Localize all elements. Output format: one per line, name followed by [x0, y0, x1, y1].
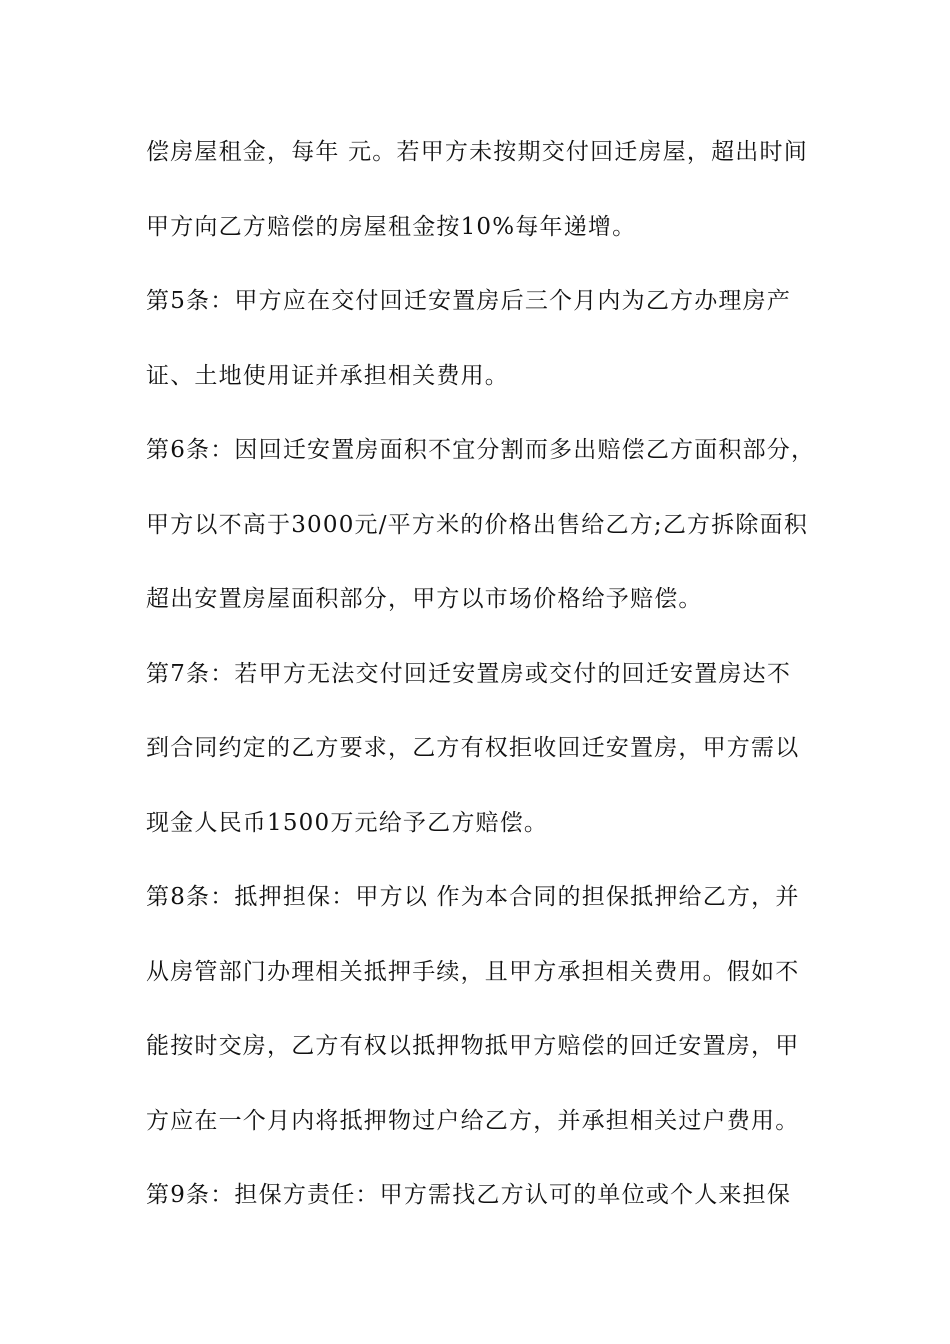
text-line: 第5条：甲方应在交付回迁安置房后三个月内为乙方办理房产	[146, 288, 792, 314]
text-line: 甲方向乙方赔偿的房屋租金按10%每年递增。	[146, 213, 637, 240]
text-line: 现金人民币1500万元给予乙方赔偿。	[146, 809, 549, 836]
text-line: 第9条：担保方责任：甲方需找乙方认可的单位或个人来担保	[146, 1182, 792, 1208]
text-line: 到合同约定的乙方要求，乙方有权拒收回迁安置房，甲方需以	[146, 735, 800, 761]
text-line: 偿房屋租金，每年 元。若甲方未按期交付回迁房屋，超出时间	[146, 139, 808, 165]
text-line: 方应在一个月内将抵押物过户给乙方，并承担相关过户费用。	[146, 1107, 800, 1134]
text-line: 证、土地使用证并承担相关费用。	[146, 362, 509, 389]
text-line: 第6条：因回迁安置房面积不宜分割而多出赔偿乙方面积部分，	[146, 437, 816, 463]
text-line: 能按时交房，乙方有权以抵押物抵甲方赔偿的回迁安置房，甲	[146, 1033, 800, 1059]
text-line: 超出安置房屋面积部分，甲方以市场价格给予赔偿。	[146, 586, 703, 612]
contract-text	[146, 128, 826, 1246]
text-line: 从房管部门办理相关抵押手续，且甲方承担相关费用。假如不	[146, 958, 800, 985]
text-line: 第8条：抵押担保：甲方以 作为本合同的担保抵押给乙方，并	[146, 884, 800, 910]
text-line: 甲方以不高于3000元/平方米的价格出售给乙方;乙方拆除面积	[146, 511, 809, 538]
text-line: 第7条：若甲方无法交付回迁安置房或交付的回迁安置房达不	[146, 660, 792, 687]
